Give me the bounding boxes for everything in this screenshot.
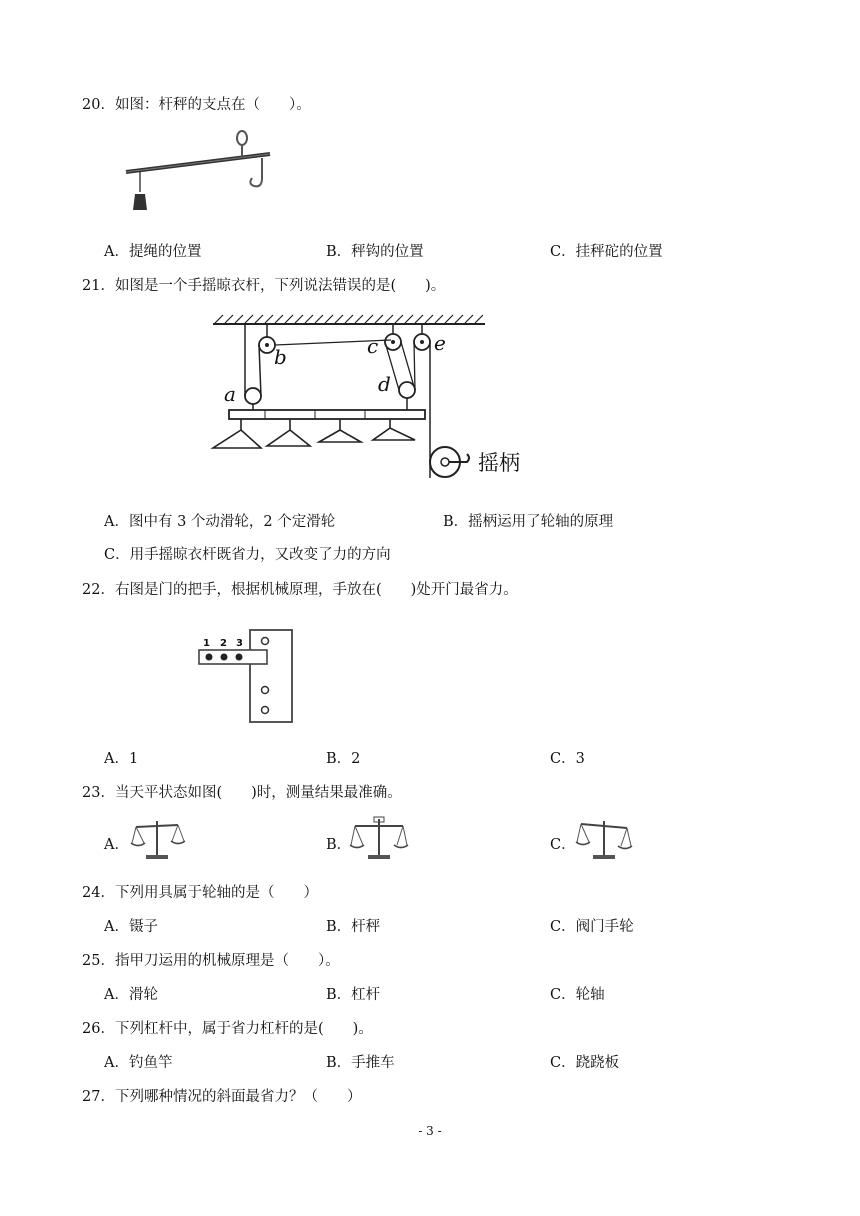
q21-option-a: A．图中有 3 个动滑轮，2 个定滑轮 bbox=[104, 514, 336, 530]
question-25-text: 25．指甲刀运用的机械原理是（ ）。 bbox=[82, 953, 340, 969]
door-handle-figure bbox=[195, 628, 305, 728]
pulley-label-d: d bbox=[378, 372, 391, 396]
pulley-label-c: c bbox=[367, 334, 379, 358]
balance-a-icon bbox=[130, 815, 184, 861]
question-20-text: 20．如图：杆秤的支点在（ ）。 bbox=[82, 97, 311, 113]
handle-label-1: 1 bbox=[203, 638, 210, 649]
question-26-text: 26．下列杠杆中，属于省力杠杆的是( )。 bbox=[82, 1021, 373, 1037]
q22-option-b: B．2 bbox=[326, 751, 361, 767]
question-21-text: 21．如图是一个手摇晾衣杆，下列说法错误的是( )。 bbox=[82, 278, 446, 294]
q23-option-c: C． bbox=[550, 837, 576, 853]
q24-option-c: C．阀门手轮 bbox=[550, 919, 634, 935]
q26-option-b: B．手推车 bbox=[326, 1055, 395, 1071]
q20-option-c: C．挂秤砣的位置 bbox=[550, 244, 663, 260]
q26-option-a: A．钓鱼竿 bbox=[104, 1055, 173, 1071]
q20-option-a: A．提绳的位置 bbox=[104, 244, 202, 260]
q23-option-a: A． bbox=[104, 837, 129, 853]
q23-option-b: B． bbox=[326, 837, 352, 853]
q21-option-b: B．摇柄运用了轮轴的原理 bbox=[443, 514, 614, 530]
question-22-text: 22．右图是门的把手，根据机械原理，手放在( )处开门最省力。 bbox=[82, 582, 518, 598]
q20-option-b: B．秤钩的位置 bbox=[326, 244, 424, 260]
q22-option-c: C．3 bbox=[550, 751, 585, 767]
handle-label-2: 2 bbox=[220, 638, 227, 649]
question-24-text: 24．下列用具属于轮轴的是（ ） bbox=[82, 885, 318, 901]
pulley-label-b: b bbox=[274, 345, 287, 369]
balance-b-icon bbox=[350, 815, 408, 861]
q24-option-a: A．镊子 bbox=[104, 919, 158, 935]
steelyard-figure bbox=[120, 130, 280, 215]
crank-label: 摇柄 bbox=[478, 451, 520, 475]
pulley-label-a: a bbox=[224, 382, 236, 406]
q21-option-c: C．用手摇晾衣杆既省力，又改变了力的方向 bbox=[104, 547, 391, 563]
q25-option-a: A．滑轮 bbox=[104, 987, 158, 1003]
q26-option-c: C．跷跷板 bbox=[550, 1055, 620, 1071]
question-23-text: 23．当天平状态如图( )时，测量结果最准确。 bbox=[82, 785, 402, 801]
q24-option-b: B．杆秤 bbox=[326, 919, 381, 935]
handle-label-3: 3 bbox=[236, 638, 243, 649]
balance-c-icon bbox=[576, 815, 632, 861]
q22-option-a: A．1 bbox=[104, 751, 139, 767]
q25-option-b: B．杠杆 bbox=[326, 987, 381, 1003]
question-27-text: 27．下列哪种情况的斜面最省力？（ ） bbox=[82, 1089, 362, 1105]
pulley-label-e: e bbox=[434, 331, 446, 355]
page-number: - 3 - bbox=[418, 1124, 442, 1138]
q25-option-c: C．轮轴 bbox=[550, 987, 605, 1003]
